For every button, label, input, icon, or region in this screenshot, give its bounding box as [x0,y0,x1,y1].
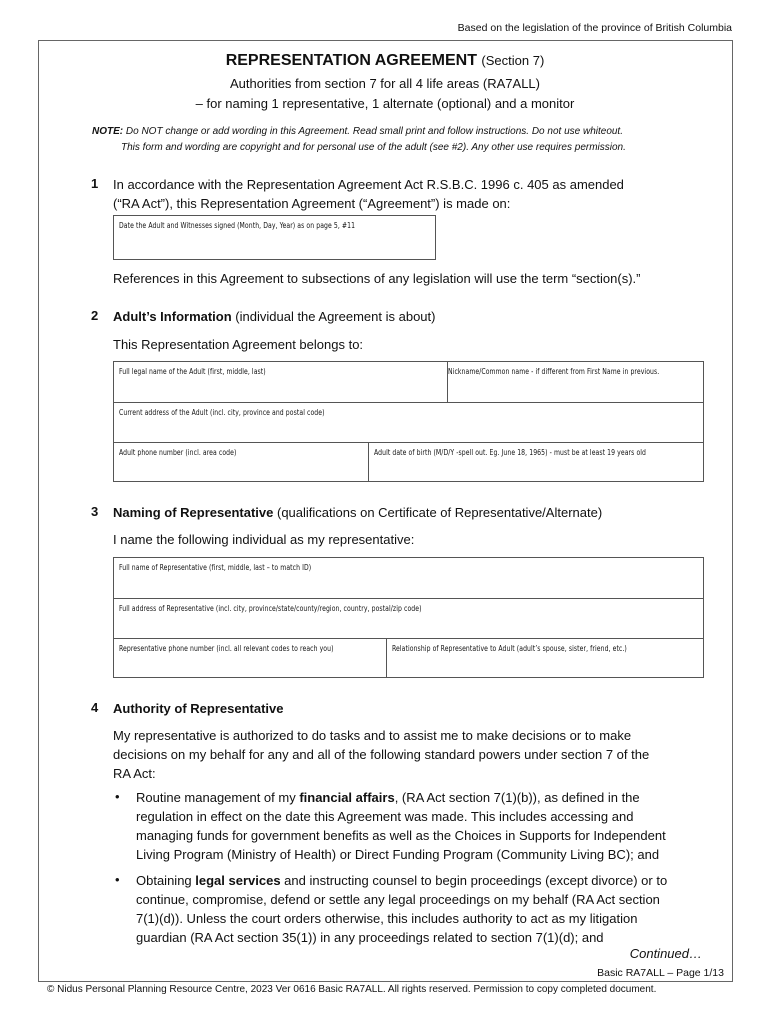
section-3-intro: I name the following individual as my representative: [113,532,415,547]
title-text: REPRESENTATION AGREEMENT [225,52,477,69]
adult-phone-field[interactable] [114,443,369,481]
bullet-1-post: , (RA Act section 7(1)(b)), as defined in the [394,790,640,805]
bullet-2-glyph: • [115,872,120,887]
section-2-number: 2 [91,308,99,323]
section-4-heading-bold: Authority of Representative [113,701,284,716]
bullet-1-line-1 [136,788,706,807]
adult-address-label: Current address of the Adult (incl. city, province and postal code) [119,408,325,417]
bullet-1-line-2: regulation in effect on the date this Agreement was made. This includes accessing and [136,809,634,824]
adult-full-name-label: Full legal name of the Adult (first, middle, last) [119,367,266,376]
subtitle-line-2: – for naming 1 representative, 1 alternate (optional) and a monitor [195,96,575,111]
section-4-para-line-1: My representative is authorized to do tasks and to assist me to make decisions or to make [113,728,632,743]
rep-full-name-label: Full name of Representative (first, middle, last – to match ID) [119,563,312,572]
rep-full-name-field[interactable] [114,558,703,599]
section-3-number: 3 [91,504,99,519]
document-title [0,52,770,70]
adult-dob-label: Adult date of birth (M/D/Y -spell out. Eg. June 18, 1965) - must be at least 19 years old [374,448,647,457]
bullet-2-pre: Obtaining [136,873,196,888]
section-2-heading [113,307,703,326]
bullet-2-post: and instructing counsel to begin proceedings (except divorce) or to [280,873,668,888]
rep-phone-label: Representative phone number (incl. all relevant codes to reach you) [119,644,334,653]
section-1-line-2: (“RA Act”), this Representation Agreement (“Agreement”) is made on: [113,196,511,211]
bullet-2-bold: legal services [195,873,281,888]
section-4-heading [113,699,703,718]
page-footer: Basic RA7ALL – Page 1/13 [597,967,724,979]
adult-address-field[interactable] [114,403,703,443]
rep-address-field[interactable] [114,599,703,639]
section-1-references: References in this Agreement to subsections of any legislation will use the term “section(s).” [113,271,641,286]
adult-nickname-field[interactable] [448,362,703,403]
section-4-number: 4 [91,700,99,715]
bullet-1-line-3: managing funds for government benefits as well as the Choices in Supports for Independent [136,828,666,843]
note-line-1 [92,124,623,140]
note-text-1: Do NOT change or add wording in this Agreement. Read small print and follow instructions. Do not use whiteout. [123,126,623,137]
adult-dob-field[interactable] [369,443,703,481]
adult-info-table [113,361,704,482]
section-2-heading-bold: Adult’s Information [113,309,232,324]
section-3-heading-bold: Naming of Representative [113,505,274,520]
continued-label: Continued… [629,946,702,961]
note-label: NOTE: [92,126,124,137]
note-line-2: This form and wording are copyright and for personal use of the adult (see #2). Any other use requires permission. [121,142,626,153]
date-signed-label: Date the Adult and Witnesses signed (Month, Day, Year) as on page 5, #11 [119,221,356,230]
section-1-number: 1 [91,176,99,191]
bullet-1-pre: Routine management of my [136,790,300,805]
copyright-notice: © Nidus Personal Planning Resource Centre, 2023 Ver 0616 Basic RA7ALL. All rights reserved. Permission to copy completed document. [47,984,657,995]
rep-relationship-field[interactable] [387,639,703,677]
section-1-line-1: In accordance with the Representation Agreement Act R.S.B.C. 1996 c. 405 as amended [113,177,624,192]
title-section: (Section 7) [481,53,545,68]
bullet-2-line-1 [136,871,706,890]
section-2-intro: This Representation Agreement belongs to: [113,337,364,352]
date-signed-field[interactable] [113,215,436,260]
section-2-heading-note: (individual the Agreement is about) [231,309,436,324]
rep-address-label: Full address of Representative (incl. city, province/state/county/region, country, postal/zip code) [119,604,422,613]
section-4-para-line-2: decisions on my behalf for any and all of the following standard powers under section 7 of the [113,747,650,762]
bullet-1-bold: financial affairs [299,790,395,805]
bullet-2-line-4: guardian (RA Act section 35(1)) in any proceedings related to section 7(1)(d); and [136,930,604,945]
rep-relationship-label: Relationship of Representative to Adult (adult’s spouse, sister, friend, etc.) [392,644,627,653]
section-3-heading [113,503,703,522]
section-4-para-line-3: RA Act: [113,766,156,781]
jurisdiction-note: Based on the legislation of the province of British Columbia [457,22,732,34]
bullet-1-glyph: • [115,789,120,804]
section-3-heading-note: (qualifications on Certificate of Representative/Alternate) [273,505,603,520]
bullet-1-line-4: Living Program (Ministry of Health) or Direct Funding Program (Community Living BC); and [136,847,660,862]
representative-table [113,557,704,678]
subtitle-line-1: Authorities from section 7 for all 4 life areas (RA7ALL) [230,76,540,91]
adult-phone-label: Adult phone number (incl. area code) [119,448,237,457]
rep-phone-field[interactable] [114,639,387,677]
adult-full-name-field[interactable] [114,362,448,403]
bullet-2-line-3: 7(1)(d)). Unless the court orders otherwise, this includes authority to act as my litigation [136,911,638,926]
bullet-2-line-2: continue, compromise, defend or settle any legal proceedings on my behalf (RA Act section [136,892,660,907]
adult-nickname-label: Nickname/Common name - if different from First Name in previous. [448,367,660,376]
